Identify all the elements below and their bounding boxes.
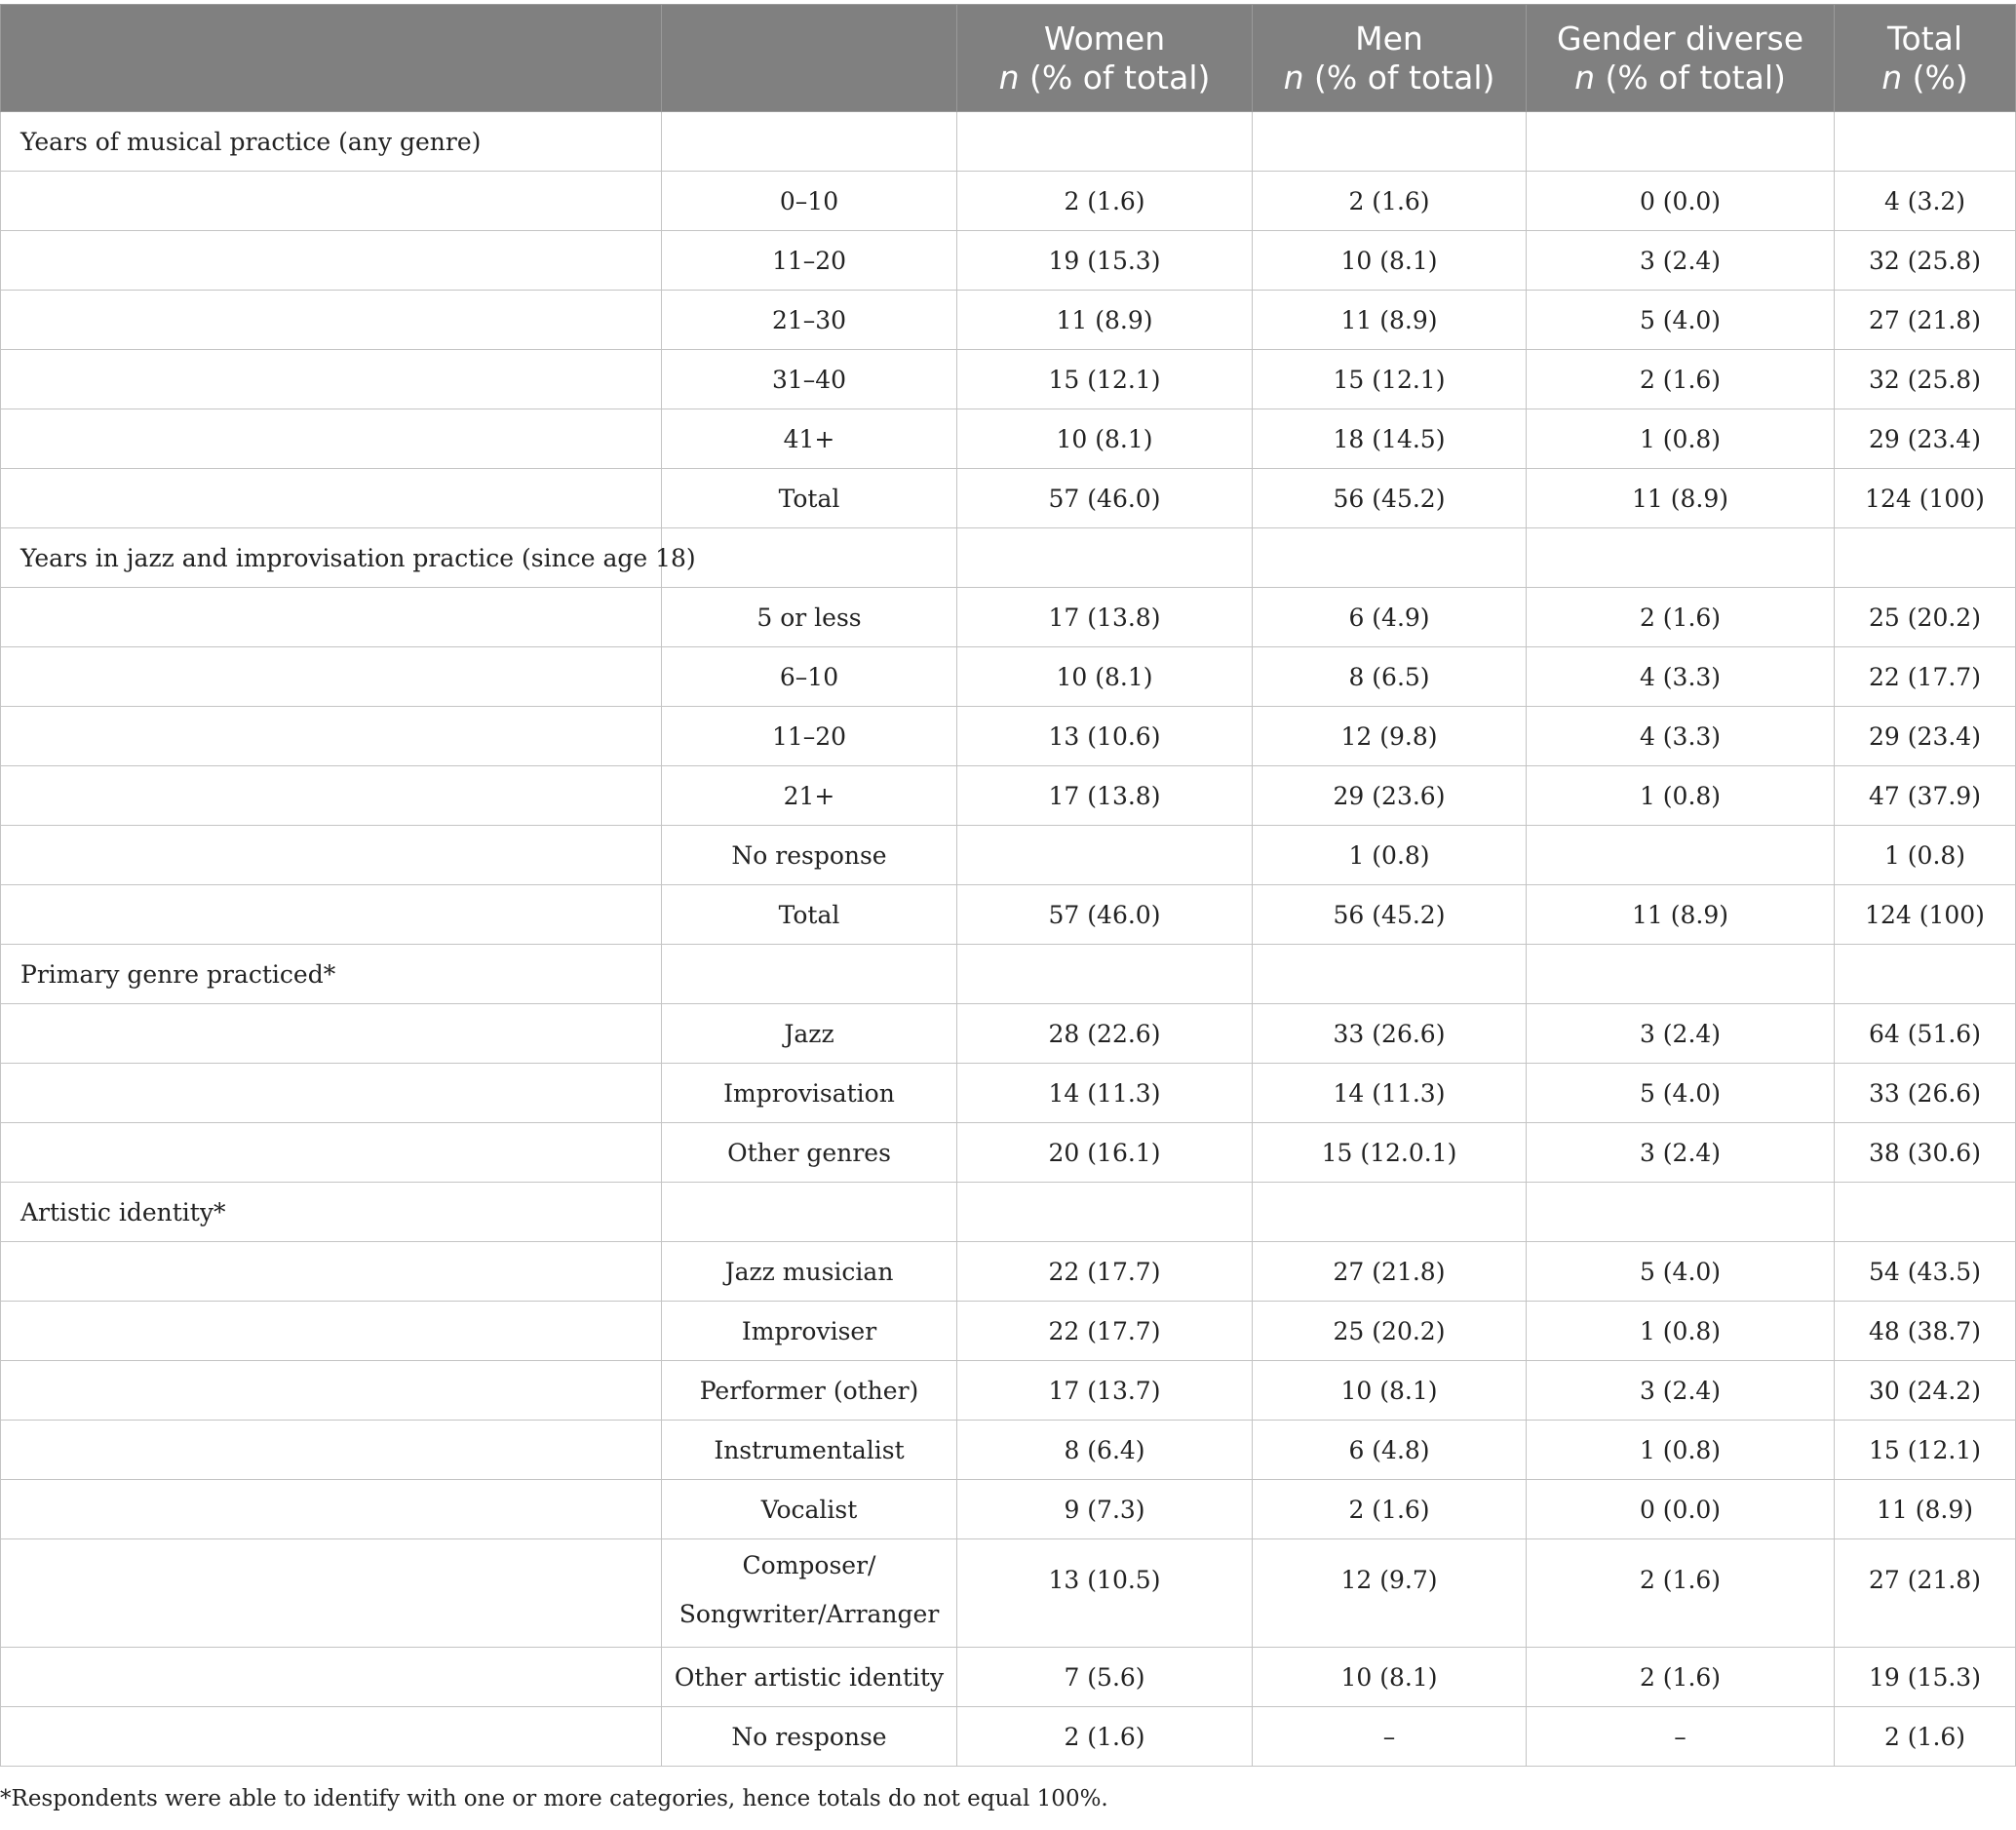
empty-cell [1,1004,662,1064]
row-label: 31–40 [662,350,957,409]
header-total-n: n [1881,58,1903,97]
cell-gender-diverse: 3 (2.4) [1527,231,1835,291]
table-row [1,885,2016,945]
section-header-row [1,112,2016,172]
row-label: Instrumentalist [662,1421,957,1480]
footnote: *Respondents were able to identify with one or more categories, hence totals do not equal 100%. [0,1786,1108,1811]
section-header-row [1,1183,2016,1242]
table-row [1,1707,2016,1767]
cell-women: 17 (13.8) [957,588,1253,647]
empty-cell [1,291,662,350]
cell-women: 17 (13.8) [957,766,1253,826]
empty-cell [1835,112,2016,172]
row-label: 41+ [662,409,957,469]
cell-total: 25 (20.2) [1835,588,2016,647]
cell-total: 124 (100) [1835,885,2016,945]
cell-men: 29 (23.6) [1253,766,1527,826]
cell-women: 2 (1.6) [957,172,1253,231]
cell-men: 2 (1.6) [1253,172,1527,231]
cell-men: – [1253,1707,1527,1767]
row-label: Other artistic identity [662,1648,957,1707]
cell-men: 8 (6.5) [1253,647,1527,707]
section-header-row [1,945,2016,1004]
empty-cell [1527,528,1835,588]
cell-men: 33 (26.6) [1253,1004,1527,1064]
empty-cell [1,1480,662,1539]
header-women-n: n [998,58,1020,97]
cell-total: 124 (100) [1835,469,2016,528]
section-title: Years in jazz and improvisation practice (since age 18) [1,528,662,588]
cell-total: 27 (21.8) [1835,291,2016,350]
cell-women: 10 (8.1) [957,409,1253,469]
cell-women: 7 (5.6) [957,1648,1253,1707]
empty-cell [1,231,662,291]
section-title: Primary genre practiced* [1,945,662,1004]
cell-men: 56 (45.2) [1253,469,1527,528]
cell-men: 10 (8.1) [1253,1361,1527,1421]
table-row [1,707,2016,766]
empty-cell [1253,112,1527,172]
cell-women: 8 (6.4) [957,1421,1253,1480]
empty-cell [1,1064,662,1123]
cell-total: 48 (38.7) [1835,1302,2016,1361]
empty-cell [1,350,662,409]
table-row [1,826,2016,885]
empty-cell [662,945,957,1004]
empty-cell [1,1539,662,1648]
row-label: 11–20 [662,231,957,291]
empty-cell [1,826,662,885]
cell-total: 11 (8.9) [1835,1480,2016,1539]
cell-women: 28 (22.6) [957,1004,1253,1064]
cell-women: 19 (15.3) [957,231,1253,291]
cell-men: 14 (11.3) [1253,1064,1527,1123]
cell-women: 22 (17.7) [957,1242,1253,1302]
row-label: 6–10 [662,647,957,707]
empty-cell [1,766,662,826]
cell-gender-diverse: 11 (8.9) [1527,885,1835,945]
table-row [1,291,2016,350]
row-label: Composer/ Songwriter/Arranger [662,1539,957,1648]
header-men [1253,5,1527,112]
cell-women: 9 (7.3) [957,1480,1253,1539]
table-row [1,1123,2016,1183]
header-women-sub: (% of total) [1019,58,1211,97]
cell-gender-diverse: 2 (1.6) [1527,350,1835,409]
table-row [1,409,2016,469]
cell-men: 1 (0.8) [1253,826,1527,885]
cell-men: 25 (20.2) [1253,1302,1527,1361]
section-header-row [1,528,2016,588]
cell-men: 56 (45.2) [1253,885,1527,945]
table-row [1,1242,2016,1302]
cell-gender-diverse: 11 (8.9) [1527,469,1835,528]
cell-total: 19 (15.3) [1835,1648,2016,1707]
empty-cell [662,528,957,588]
table-row [1,1539,2016,1648]
empty-cell [1,885,662,945]
cell-men: 18 (14.5) [1253,409,1527,469]
cell-gender-diverse: 0 (0.0) [1527,172,1835,231]
table-row [1,1064,2016,1123]
cell-women: 20 (16.1) [957,1123,1253,1183]
table-row [1,469,2016,528]
cell-total: 4 (3.2) [1835,172,2016,231]
cell-gender-diverse: 2 (1.6) [1527,1648,1835,1707]
empty-cell [957,945,1253,1004]
cell-gender-diverse: 1 (0.8) [1527,409,1835,469]
row-label: Performer (other) [662,1361,957,1421]
section-title: Years of musical practice (any genre) [1,112,662,172]
cell-men: 10 (8.1) [1253,1648,1527,1707]
header-gender-diverse-n: n [1574,58,1596,97]
empty-cell [1,1421,662,1480]
table-row [1,1302,2016,1361]
table-row [1,1004,2016,1064]
empty-cell [1253,945,1527,1004]
empty-cell [957,528,1253,588]
cell-total: 1 (0.8) [1835,826,2016,885]
header-total-title: Total [1886,19,1963,58]
empty-cell [1,172,662,231]
header-women-title: Women [1043,19,1166,58]
cell-gender-diverse: 5 (4.0) [1527,1064,1835,1123]
cell-women: 57 (46.0) [957,885,1253,945]
table-row [1,1648,2016,1707]
cell-men: 2 (1.6) [1253,1480,1527,1539]
row-label: 11–20 [662,707,957,766]
cell-total: 27 (21.8) [1835,1539,2016,1648]
table-row [1,647,2016,707]
cell-total: 33 (26.6) [1835,1064,2016,1123]
cell-women: 57 (46.0) [957,469,1253,528]
section-title: Artistic identity* [1,1183,662,1242]
header-gender-diverse-title: Gender diverse [1556,19,1804,58]
row-label: Jazz [662,1004,957,1064]
table-row [1,231,2016,291]
cell-gender-diverse: 2 (1.6) [1527,588,1835,647]
cell-men: 6 (4.8) [1253,1421,1527,1480]
header-total [1835,5,2016,112]
cell-gender-diverse: 3 (2.4) [1527,1004,1835,1064]
cell-gender-diverse: 2 (1.6) [1527,1539,1835,1648]
cell-gender-diverse: 4 (3.3) [1527,707,1835,766]
row-label: No response [662,1707,957,1767]
cell-total: 29 (23.4) [1835,409,2016,469]
table-row [1,1361,2016,1421]
header-category [1,5,662,112]
cell-gender-diverse: 0 (0.0) [1527,1480,1835,1539]
cell-women: 10 (8.1) [957,647,1253,707]
cell-total: 29 (23.4) [1835,707,2016,766]
cell-gender-diverse: – [1527,1707,1835,1767]
empty-cell [1,707,662,766]
cell-women: 2 (1.6) [957,1707,1253,1767]
row-label: Total [662,469,957,528]
cell-men: 15 (12.1) [1253,350,1527,409]
empty-cell [1835,1183,2016,1242]
row-label: 0–10 [662,172,957,231]
cell-women: 17 (13.7) [957,1361,1253,1421]
cell-men: 11 (8.9) [1253,291,1527,350]
empty-cell [1527,1183,1835,1242]
row-label: 21+ [662,766,957,826]
row-label: Improvisation [662,1064,957,1123]
cell-gender-diverse: 1 (0.8) [1527,766,1835,826]
empty-cell [957,1183,1253,1242]
cell-women: 13 (10.5) [957,1539,1253,1648]
table-row [1,588,2016,647]
cell-total: 32 (25.8) [1835,231,2016,291]
empty-cell [1527,112,1835,172]
empty-cell [1,1242,662,1302]
cell-gender-diverse: 1 (0.8) [1527,1302,1835,1361]
cell-total: 2 (1.6) [1835,1707,2016,1767]
header-row [1,5,2016,112]
cell-total: 15 (12.1) [1835,1421,2016,1480]
header-total-sub: (%) [1902,58,1968,97]
cell-gender-diverse: 4 (3.3) [1527,647,1835,707]
cell-men: 12 (9.7) [1253,1539,1527,1648]
table-row [1,1480,2016,1539]
cell-men: 6 (4.9) [1253,588,1527,647]
empty-cell [1,647,662,707]
table-row [1,766,2016,826]
cell-women: 14 (11.3) [957,1064,1253,1123]
cell-women: 11 (8.9) [957,291,1253,350]
header-gender-diverse [1527,5,1835,112]
empty-cell [1527,945,1835,1004]
row-label: No response [662,826,957,885]
table-body [1,112,2016,1767]
header-subcategory [662,5,957,112]
cell-women: 13 (10.6) [957,707,1253,766]
header-men-title: Men [1355,19,1423,58]
cell-total: 64 (51.6) [1835,1004,2016,1064]
table-row [1,172,2016,231]
cell-total: 22 (17.7) [1835,647,2016,707]
cell-men: 27 (21.8) [1253,1242,1527,1302]
cell-gender-diverse: 3 (2.4) [1527,1123,1835,1183]
empty-cell [1,409,662,469]
empty-cell [1,1302,662,1361]
cell-total: 47 (37.9) [1835,766,2016,826]
row-label: Improviser [662,1302,957,1361]
empty-cell [1835,945,2016,1004]
demographics-table [0,4,2016,1767]
table-row [1,1421,2016,1480]
row-label: Total [662,885,957,945]
row-label: Jazz musician [662,1242,957,1302]
empty-cell [1253,528,1527,588]
cell-women: 22 (17.7) [957,1302,1253,1361]
row-label: 21–30 [662,291,957,350]
empty-cell [957,112,1253,172]
cell-gender-diverse [1527,826,1835,885]
cell-men: 15 (12.0.1) [1253,1123,1527,1183]
cell-total: 30 (24.2) [1835,1361,2016,1421]
header-men-n: n [1283,58,1304,97]
empty-cell [1,1648,662,1707]
row-label: Other genres [662,1123,957,1183]
empty-cell [1,469,662,528]
cell-women [957,826,1253,885]
header-women [957,5,1253,112]
cell-total: 38 (30.6) [1835,1123,2016,1183]
empty-cell [1,1707,662,1767]
row-label: 5 or less [662,588,957,647]
cell-men: 12 (9.8) [1253,707,1527,766]
empty-cell [1,588,662,647]
cell-gender-diverse: 5 (4.0) [1527,1242,1835,1302]
header-gender-diverse-sub: (% of total) [1595,58,1786,97]
row-label: Vocalist [662,1480,957,1539]
cell-total: 32 (25.8) [1835,350,2016,409]
empty-cell [1,1361,662,1421]
cell-women: 15 (12.1) [957,350,1253,409]
empty-cell [1835,528,2016,588]
empty-cell [662,112,957,172]
empty-cell [1,1123,662,1183]
cell-gender-diverse: 3 (2.4) [1527,1361,1835,1421]
cell-total: 54 (43.5) [1835,1242,2016,1302]
empty-cell [662,1183,957,1242]
header-men-sub: (% of total) [1303,58,1495,97]
table-row [1,350,2016,409]
cell-gender-diverse: 5 (4.0) [1527,291,1835,350]
cell-men: 10 (8.1) [1253,231,1527,291]
cell-gender-diverse: 1 (0.8) [1527,1421,1835,1480]
empty-cell [1253,1183,1527,1242]
